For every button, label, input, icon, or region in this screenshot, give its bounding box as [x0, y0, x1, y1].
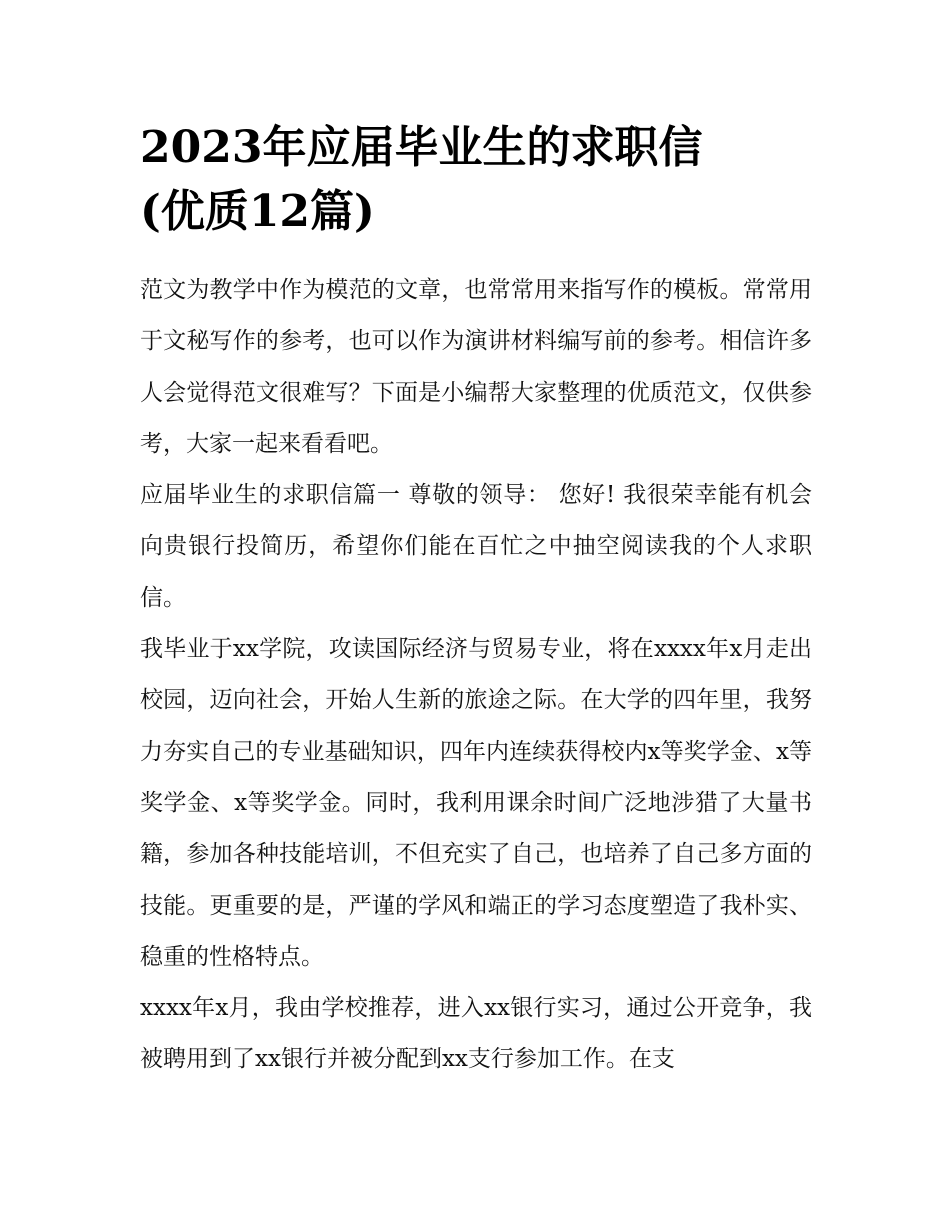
paragraph-work: xxxx年x月，我由学校推荐，进入xx银行实习，通过公开竞争，我被聘用到了xx银行并被分配到xx支行参加工作。在支	[140, 995, 812, 1073]
paragraph-greeting: 应届毕业生的求职信篇一 尊敬的领导： 您好! 我很荣幸能有机会向贵银行投简历，希望你们能在百忙之中抽空阅读我的个人求职信。	[140, 482, 812, 611]
document-body	[140, 265, 812, 1086]
document-content	[140, 116, 812, 1086]
title-line-1: 2023年应届毕业生的求职信	[140, 122, 703, 173]
title-line-2: (优质12篇)	[140, 186, 375, 237]
paragraph-intro: 范文为教学中作为模范的文章，也常常用来指写作的模板。常常用于文秘写作的参考，也可以作为演讲材料编写前的参考。相信许多人会觉得范文很难写？下面是小编帮大家整理的优质范文，仅供参考，大家一起来看看吧。	[140, 277, 812, 457]
paragraph-education: 我毕业于xx学院，攻读国际经济与贸易专业，将在xxxx年x月走出校园，迈向社会，开始人生新的旅途之际。在大学的四年里，我努力夯实自己的专业基础知识，四年内连续获得校内x等奖学金、x等奖学金、x等奖学金。同时，我利用课余时间广泛地涉猎了大量书籍，参加各种技能培训，不但充实了自己，也培养了自己多方面的技能。更重要的是，严谨的学风和端正的学习态度塑造了我朴实、稳重的性格特点。	[140, 636, 812, 970]
document-title	[140, 116, 812, 244]
